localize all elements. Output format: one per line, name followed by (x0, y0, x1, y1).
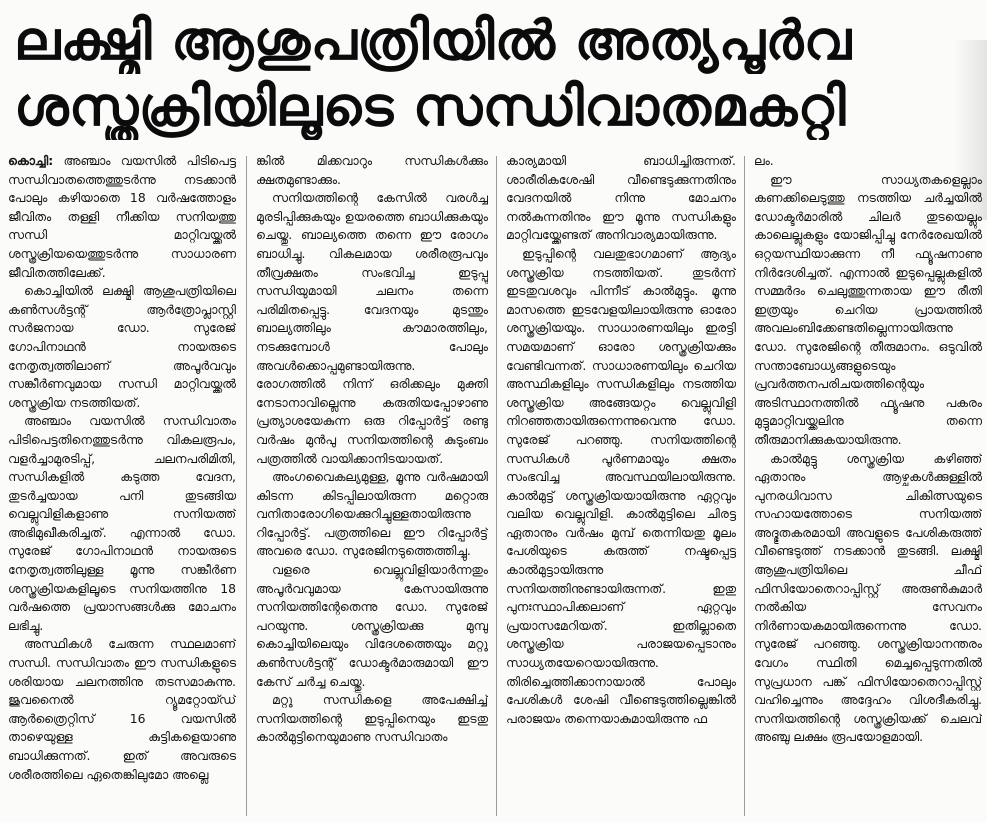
column-2 (256, 152, 488, 818)
paragraph: കൊച്ചിയിൽ ലക്ഷ്മി ആശുപത്രിയിലെ കൺസൾട്ടന്റ് ആർത്രോപ്ലാസ്റ്റി സർജനായ ഡോ. സുരേജ് ഗോപിനാഥൻ നായരുടെ നേതൃത്വത്തിലാണ് അപൂർവവും സങ്കീർണവുമായ സന്ധി മാറ്റിവയ്ക്കൽ ശസ്ത്രക്രിയ നടത്തിയത്. (8, 283, 236, 410)
column-rule (496, 156, 497, 816)
paragraph: സനിയത്തിന്റെ കേസിൽ വരൾച്ച മുരടിപ്പിക്കുകയും ഉയരത്തെ ബാധിക്കുകയും ചെയ്തു. ബാല്യത്തെ തന്നെ ഈ രോഗം ബാധിച്ചു. വികലമായ ശരീരരൂപവും തീവ്രക്ഷതം സംഭവിച്ച ഇടുപ്പു സന്ധിയുമായി ചലനം തന്നെ പരിമിതപ്പെട്ടു. വേദനയും മുടന്തും ബാല്യത്തിലും കൗമാരത്തിലും, നടക്കുമ്പോൾ പോലും അവൾക്കൊപ്പമുണ്ടായിരുന്നു. രോഗത്തിൽ നിന്ന് ഒരിക്കലും മുക്തി നേടാനാവില്ലെന്നു കരുതിയപ്പോഴാണു പ്രത്യാശയേകുന്ന ഒരു റിപ്പോർട്ട് രണ്ടു വർഷം മുൻപു സനിയത്തിന്റെ കുടുംബം പത്രത്തിൽ വായിക്കാനിടയായത്. (256, 190, 488, 466)
column-rule (744, 156, 745, 816)
headline-line-2: ശസ്ത്രക്രിയിലൂടെ സന്ധിവാതമകറ്റി (14, 75, 846, 138)
paragraph: അംഗവൈകല്യമുള്ള, മൂന്നു വർഷമായി കിടന്ന കിടപ്പിലായിരുന്ന മറ്റൊരു വനിതാരോഗിയെക്കുറിച്ചുള്ളതായിരുന്നു റിപ്പോർട്ട്. പത്രത്തിലെ ഈ റിപ്പോർട്ട് അവരെ ഡോ. സുരേജിനടുത്തെത്തിച്ചു. (256, 469, 488, 559)
headline (14, 8, 954, 140)
column-4 (754, 152, 982, 818)
paragraph: അഞ്ചാം വയസിൽ സന്ധിവാതം പിടിപെട്ടതിനെത്തുടർന്നു വികലരൂപം, വളർച്ചാമുരടിപ്പ്, ചലനപരിമിതി, സന്ധികളിൽ കടുത്ത വേദന, തുടർച്ചയായ പനി തുടങ്ങിയ വെല്ലുവിളികളാണു സനിയത്ത് അഭിമുഖീകരിച്ചത്. എന്നാൽ ഡോ. സുരേജ് ഗോപിനാഥൻ നായരുടെ നേതൃത്വത്തിലുള്ള മൂന്നു സങ്കീർണ ശസ്ത്രക്രിയകളിലൂടെ സനിയത്തിനു 18 വർഷത്തെ പ്രയാസങ്ങൾക്കു മോചനം ലഭിച്ചു. (8, 413, 236, 633)
paragraph: മറ്റു സന്ധികളെ അപേക്ഷിച്ച് സനിയത്തിന്റെ ഇടുപ്പിനെയും ഇടതു കാൽമുട്ടിനെയുമാണു സന്ധിവാതം (256, 692, 488, 745)
paragraph: കൊച്ചി: അഞ്ചാം വയസിൽ പിടിപെട്ട സന്ധിവാതത്തെത്തുടർന്നു നടക്കാൻ പോലും കഴിയാതെ 18 വർഷത്തോളം ജീവിതം തള്ളി നീക്കിയ സനിയത്തു സന്ധി മാറ്റിവയ്ക്കൽ ശസ്ത്രക്രിയയെത്തുടർന്നു സാധാരണ ജീവിതത്തിലേക്ക്. (8, 153, 236, 280)
paragraph: അസ്ഥികൾ ചേരുന്ന സ്ഥലമാണ് സന്ധി. സന്ധിവാതം ഈ സന്ധികളുടെ ശരിയായ ചലനത്തിനു തടസമാകുന്നു. ജുവനൈൽ റ്യൂമറ്റോയ്ഡ് ആർത്രൈറ്റിസ് 16 വയസിൽ താഴെയുള്ള കുട്ടികളെയാണു ബാധിക്കുന്നത്. ഇത് അവരുടെ ശരീരത്തിലെ ഏതെങ്കിലുമോ അല്ലെ (8, 636, 236, 782)
paragraph: ഇടുപ്പിന്റെ വലതുഭാഗമാണ് ആദ്യം ശസ്ത്രക്രിയ നടത്തിയത്. തുടർന്ന് ഇടതുവശവും പിന്നീട് കാൽമുട്ടും. മൂന്നു മാസത്തെ ഇടവേളയിലായിരുന്നു ഓരോ ശസ്ത്രക്രിയയും. സാധാരണയിലും ഇരട്ടി സമയമാണ് ഓരോ ശസ്ത്രക്രിയക്കും വേണ്ടിവന്നത്. സാധാരണയിലും ചെറിയ അസ്ഥികളിലും സന്ധികളിലും നടത്തിയ ശസ്ത്രക്രിയ അങ്ങേയറ്റം വെല്ലുവിളി നിറഞ്ഞതായിരുന്നെന്നുവെന്നു ഡോ. സുരേജ് പറഞ്ഞു. സനിയത്തിന്റെ സന്ധികൾ പൂർണമായും ക്ഷതം സംഭവിച്ച അവസ്ഥയിലായിരുന്നു. കാൽമുട്ട് ശസ്ത്രക്രിയയായിരുന്നു ഏറ്റവും വലിയ വെല്ലുവിളി. കാൽമുട്ടിലെ ചിരട്ട ഏതാനും വർഷം മുമ്പ് തെന്നിയതു മൂലം പേശിയുടെ കരുത്ത് നഷ്ടപ്പെട്ട കാൽമുട്ടായിരുന്നു സനിയത്തിനുണ്ടായിരുന്നത്. ഇതു പുനഃസ്ഥാപിക്കലാണ് ഏറ്റവും പ്രയാസമേറിയത്. ഇതില്ലാതെ ശസ്ത്രക്രിയ പരാജയപ്പെടാനും സാധ്യതയേറെയായിരുന്നു. തിരിച്ചെത്തിക്കാനായാൽ പോലും പേശികൾ ശേഷി വീണ്ടെടുത്തില്ലെങ്കിൽ പരാജയം തന്നെയാകുമായിരുന്നു ഫ (506, 245, 736, 726)
article-body (8, 152, 982, 820)
column-rule (246, 156, 247, 816)
headline-line-1: ലക്ഷ്മി ആശുപത്രിയിൽ അത്യപൂർവ (14, 9, 852, 72)
paragraph: ലം. (754, 153, 774, 168)
paragraph: വളരെ വെല്ലുവിളിയാർന്നതും അപൂർവവുമായ കേസായിരുന്നു സനിയത്തിന്റേതെന്നു ഡോ. സുരേജ് പറയുന്നു. ശസ്ത്രക്രിയക്കു മുമ്പു കൊച്ചിയിലെയും വിദേശത്തെയും മറ്റു കൺസൾട്ടന്റ് ഡോക്ടർമാരുമായി ഈ കേസ് ചർച്ച ചെയ്തു. (256, 562, 488, 689)
paragraph: ഈ സാധ്യതകളെല്ലാം കണക്കിലെടുത്തു നടത്തിയ ചർച്ചയിൽ ഡോക്ടർമാരിൽ ചിലർ തുടയെല്ലും കാലെല്ലുകളും യോജിപ്പിച്ചു നേർരേഖയിൽ ഒറ്റയസ്ഥിയാക്കുന്ന നീ ഫ്യൂഷനാണു നിർദേശിച്ചത്. എന്നാൽ ഇടുപ്പെല്ലുകളിൽ സമ്മർദം ചെലുത്തുന്നതായ ഈ രീതി ഇത്രയും ചെറിയ പ്രായത്തിൽ അവലംബിക്കേണ്ടതില്ലെന്നായിരുന്നു ഡോ. സുരേജിന്റെ തീരുമാനം. ഒടുവിൽ സന്താബോധ്യങ്ങളുടെയും പ്രവർത്തനപരിചയത്തിന്റെയും അടിസ്ഥാനത്തിൽ ഫ്യൂഷനു പകരം മുട്ടുമാറ്റിവയ്ക്കലിനു തന്നെ തീരുമാനിക്കുകയായിരുന്നു. (754, 171, 982, 447)
paragraph: ങ്കിൽ മിക്കവാറും സന്ധികൾക്കും ക്ഷതമുണ്ടാക്കും. (256, 153, 488, 187)
dateline: കൊച്ചി: (8, 153, 54, 168)
paragraph: കാര്യമായി ബാധിച്ചിരുന്നത്. ശാരീരികശേഷി വീണ്ടെടുക്കുന്നതിനും വേദനയിൽ നിന്നു മോചനം നൽകുന്നതിനും ഈ മൂന്നു സന്ധികളും മാറ്റിവയ്ക്കേണ്ടത് അനിവാര്യമായിരുന്നു. (506, 153, 736, 243)
column-3 (506, 152, 736, 818)
column-1 (8, 152, 236, 818)
paragraph: കാൽമുട്ടു ശസ്ത്രക്രിയ കഴിഞ്ഞ് ഏതാനും ആഴ്ചകൾക്കുള്ളിൽ പുനരധിവാസ ചികിത്സയുടെ സഹായത്തോടെ സനിയത്ത് അദ്ഭുതകരമായി അവളുടെ പേശികരുത്ത് വീണ്ടെടുത്ത് നടക്കാൻ തുടങ്ങി. ലക്ഷ്മി ആശുപത്രിയിലെ ചീഫ് ഫിസിയോതെറാപ്പിസ്റ്റ് അരുൺകുമാർ നൽകിയ സേവനം നിർണായകമായിരുന്നെന്നു ഡോ. സുരേജ് പറഞ്ഞു. ശസ്ത്രക്രിയാനന്തരം വേഗം സ്ഥിതി മെച്ചപ്പെടുന്നതിൽ സുപ്രധാന പങ്ക് ഫിസിയോതെറാപ്പിസ്റ്റ് വഹിച്ചെന്നും അദ്ദേഹം വിശദീകരിച്ചു. സനിയത്തിന്റെ ശസ്ത്രക്രിയക്ക് ചെലവ് അഞ്ചു ലക്ഷം രൂപയോളമായി. (754, 450, 982, 745)
